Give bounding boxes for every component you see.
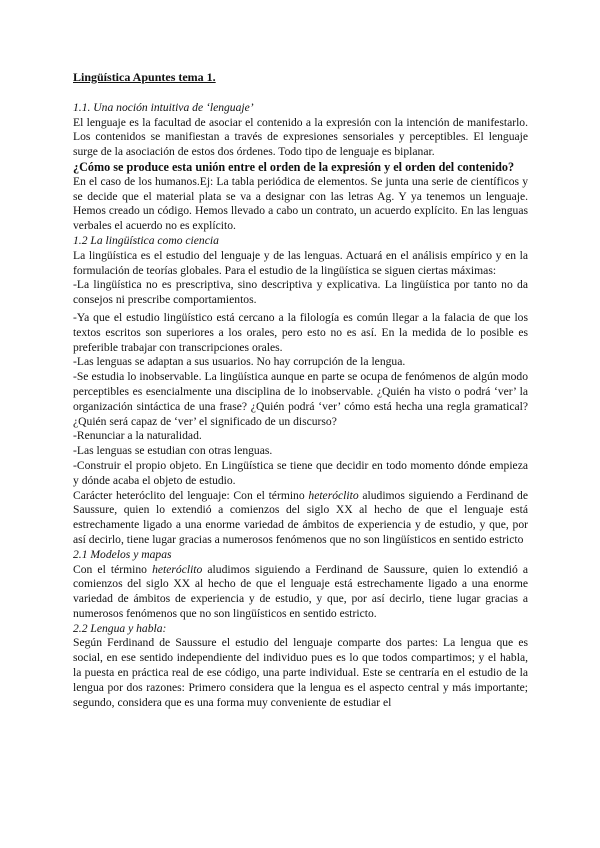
question-heading: ¿Cómo se produce esta unión entre el orden de la expresión y el orden del contenido?: [73, 159, 515, 174]
maxim-item: -Renunciar a la naturalidad.: [73, 429, 202, 443]
document-title: Lingüística Apuntes tema 1.: [73, 70, 216, 84]
section-heading-1-2: 1.2 La lingüística como ciencia: [73, 233, 219, 247]
maxim-item: -Ya que el estudio lingüístico está cercano a la filología es común llegar a la falacia de que los textos escritos son superiores a los orales, pero esto no es así. En la medida de lo posible es preferible trabajar con transcripciones orales.: [73, 310, 528, 354]
paragraph-modelos: [73, 563, 528, 622]
paragraph: Según Ferdinand de Saussure el estudio del lenguaje comparte dos partes: La lengua que es social, en ese sentido independiente del individuo pues es lo que todos compartimos; y el habla, la puesta en práctica real de ese código, una parte individual. Este se centraría en el estudio de la lengua por dos razones: Primero considera que la lengua es el aspecto central y más importante; segundo, considera que es una forma muy conveniente de estudiar el: [73, 636, 528, 709]
section-heading-2-2: 2.2 Lengua y habla:: [73, 621, 167, 635]
document-page: [73, 70, 528, 710]
paragraph: El lenguaje es la facultad de asociar el contenido a la expresión con la intención de manifestarlo. Los contenidos se manifiestan a través de expresiones sensoriales y perceptibles. El lenguaje surge de la asociación de estos dos órdenes. Todo tipo de lenguaje es biplanar.: [73, 115, 528, 159]
text-run: aludimos siguiendo a Ferdinand de Saussure, quien lo extendió a comienzos del siglo XX al hecho de que el lenguaje está estrechamente ligado a una enorme variedad de ámbitos de experiencia y de estudio, y que, por así decirlo, tiene lugar gracias a numerosos fenómenos que no son lingüísticos en sentido estricto: [73, 488, 528, 546]
maxim-item: -Las lenguas se estudian con otras lenguas.: [73, 444, 273, 458]
text-run: Con el término: [73, 562, 153, 576]
paragraph: En el caso de los humanos.Ej: La tabla periódica de elementos. Se junta una serie de científicos y se decide que el material plata se va a designar con las letras Ag. Y ya tenemos un lenguaje. Hemos creado un código. Hemos llevado a cabo un contrato, un acuerdo explícito. En las lenguas verbales el acuerdo no es explícito.: [73, 174, 528, 233]
maxim-item: -La lingüística no es prescriptiva, sino descriptiva y explicativa. La lingüística por tanto no da consejos ni prescribe comportamientos.: [73, 278, 528, 307]
maxim-item: -Las lenguas se adaptan a sus usuarios. No hay corrupción de la lengua.: [73, 355, 406, 369]
italic-term: heteróclito: [308, 488, 359, 502]
maxim-item: -Construir el propio objeto. En Lingüística se tiene que decidir en todo momento dónde empieza y dónde acaba el objeto de estudio.: [73, 458, 528, 487]
section-heading-2-1: 2.1 Modelos y mapas: [73, 547, 172, 561]
text-run: Carácter heteróclito del lenguaje: Con el término: [73, 488, 309, 502]
paragraph-heteroclito: [73, 489, 528, 548]
paragraph: La lingüística es el estudio del lenguaje y de las lenguas. Actuará en el análisis empírico y en la formulación de teorías globales. Para el estudio de la lingüística se siguen ciertas máximas:: [73, 248, 528, 277]
italic-term: heteróclito: [152, 562, 203, 576]
section-heading-1-1: 1.1. Una noción intuitiva de ‘lenguaje’: [73, 100, 254, 114]
text-run: aludimos siguiendo a Ferdinand de Saussure, quien lo extendió a comienzos del siglo XX al hecho de que el lenguaje está estrechamente ligado a una enorme variedad de ámbitos de experiencia y de estudio, y que, por así decirlo, tiene lugar gracias a numerosos fenómenos que no son lingüísticos en sentido estricto.: [73, 562, 529, 620]
maxim-item: -Se estudia lo inobservable. La lingüística aunque en parte se ocupa de fenómenos de algún modo perceptibles es esencialmente una disciplina de lo inobservable. ¿Quién ha visto o podrá ‘ver’ la organización sintáctica de una frase? ¿Quién podrá ‘ver’ cómo está hecha una regla gramatical? ¿Quién será capaz de ‘ver’ el significado de un discurso?: [73, 370, 528, 428]
